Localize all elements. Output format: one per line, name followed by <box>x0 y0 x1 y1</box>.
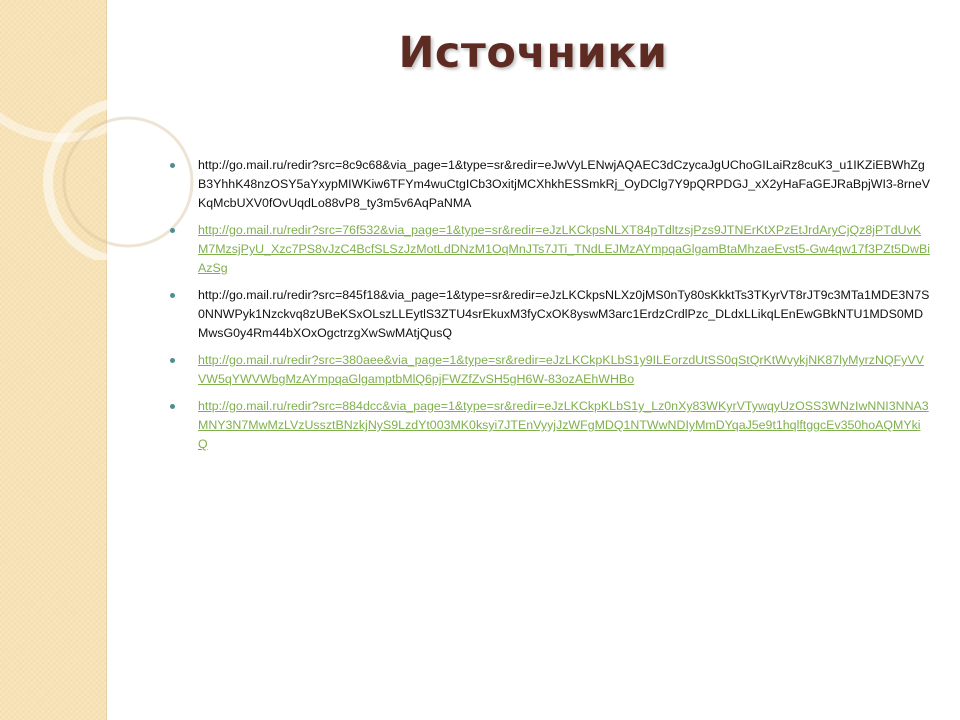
source-text: http://go.mail.ru/redir?src=8c9c68&via_page=1&type=sr&redir=eJwVyLENwjAQAEC3dCzycaJgUChoGILaiRz8cuK3_u1IKZiEBWhZgB3YhhK48nzOSY5aYxypMIWKiw6TFYm4wuCtgICb3OxitjMCXhkhESSmkRj_OyDClg7Y9pQRPDGJ_xX2yHaFaGEJRaBpjWI3-8rneVKqMcbUXV0fOvUqdLo88vP8_ty3m5v6AqPaNMA <box>198 158 930 210</box>
source-link[interactable]: http://go.mail.ru/redir?src=76f532&via_page=1&type=sr&redir=eJzLKCkpsNLXT84pTdltzsjPzs9JTNErKtXPzEtJrdAryCjQz8jPTdUvKM7MzsjPyU_Xzc7PS8vJzC4BcfSLSzJzMotLdDNzM1OqMnJTs7JTi_TNdLEJMzAYmpqaGlgamBtaMhzaeEvst5-Gw4qw17f3PZt5DwBiAzSg <box>198 223 930 275</box>
list-item <box>168 221 930 278</box>
source-link[interactable]: http://go.mail.ru/redir?src=380aee&via_page=1&type=sr&redir=eJzLKCkpKLbS1y9ILEorzdUtSS0qStQrKtWvykjNK87lyMyrzNQFyVVVW5qYWVWbgMzAYmpqaGlgamptbMlQ6pjFWZfZvSH5gH6W-83ozAEhWHBo <box>198 353 924 386</box>
source-text: http://go.mail.ru/redir?src=845f18&via_page=1&type=sr&redir=eJzLKCkpsNLXz0jMS0nTy80sKkktTs3TKyrVT8rJT9c3MTa1MDE3N7S0NNWPyk1Nzckvq8zUBeKSxOLszLLEytlS3ZTU4srEkuxM3fyCxOK8yswM3arc1ErdzCrdlPzc_DLdxLLikqLEnEwGBkNTU1MDS0MDMwsG0y4Rm44bXOxOgctrzgXwSwMAtjQusQ <box>198 288 930 340</box>
page-title: Источники <box>398 28 668 78</box>
bullet-icon <box>170 404 175 409</box>
list-item <box>168 286 930 343</box>
bullet-icon <box>170 228 175 233</box>
list-item <box>168 351 930 389</box>
bullet-icon <box>170 163 175 168</box>
bullet-icon <box>170 358 175 363</box>
sources-list <box>168 156 930 462</box>
bullet-icon <box>170 293 175 298</box>
source-link[interactable]: http://go.mail.ru/redir?src=884dcc&via_page=1&type=sr&redir=eJzLKCkpKLbS1y_Lz0nXy83WKyrVTywqyUzOSS3WNzIwNNI3NNA3MNY3N7MwMzLVzUssztBNzkjNyS9LzdYt003MK0ksyi7JTEnVyyjJzWFgMDQ1NTWwNDIyMmDYqaJ5e9t1hqlftggcEv350hoAQMYkiQ <box>198 399 929 451</box>
decorative-side-band <box>0 0 107 720</box>
list-item <box>168 397 930 454</box>
list-item <box>168 156 930 213</box>
